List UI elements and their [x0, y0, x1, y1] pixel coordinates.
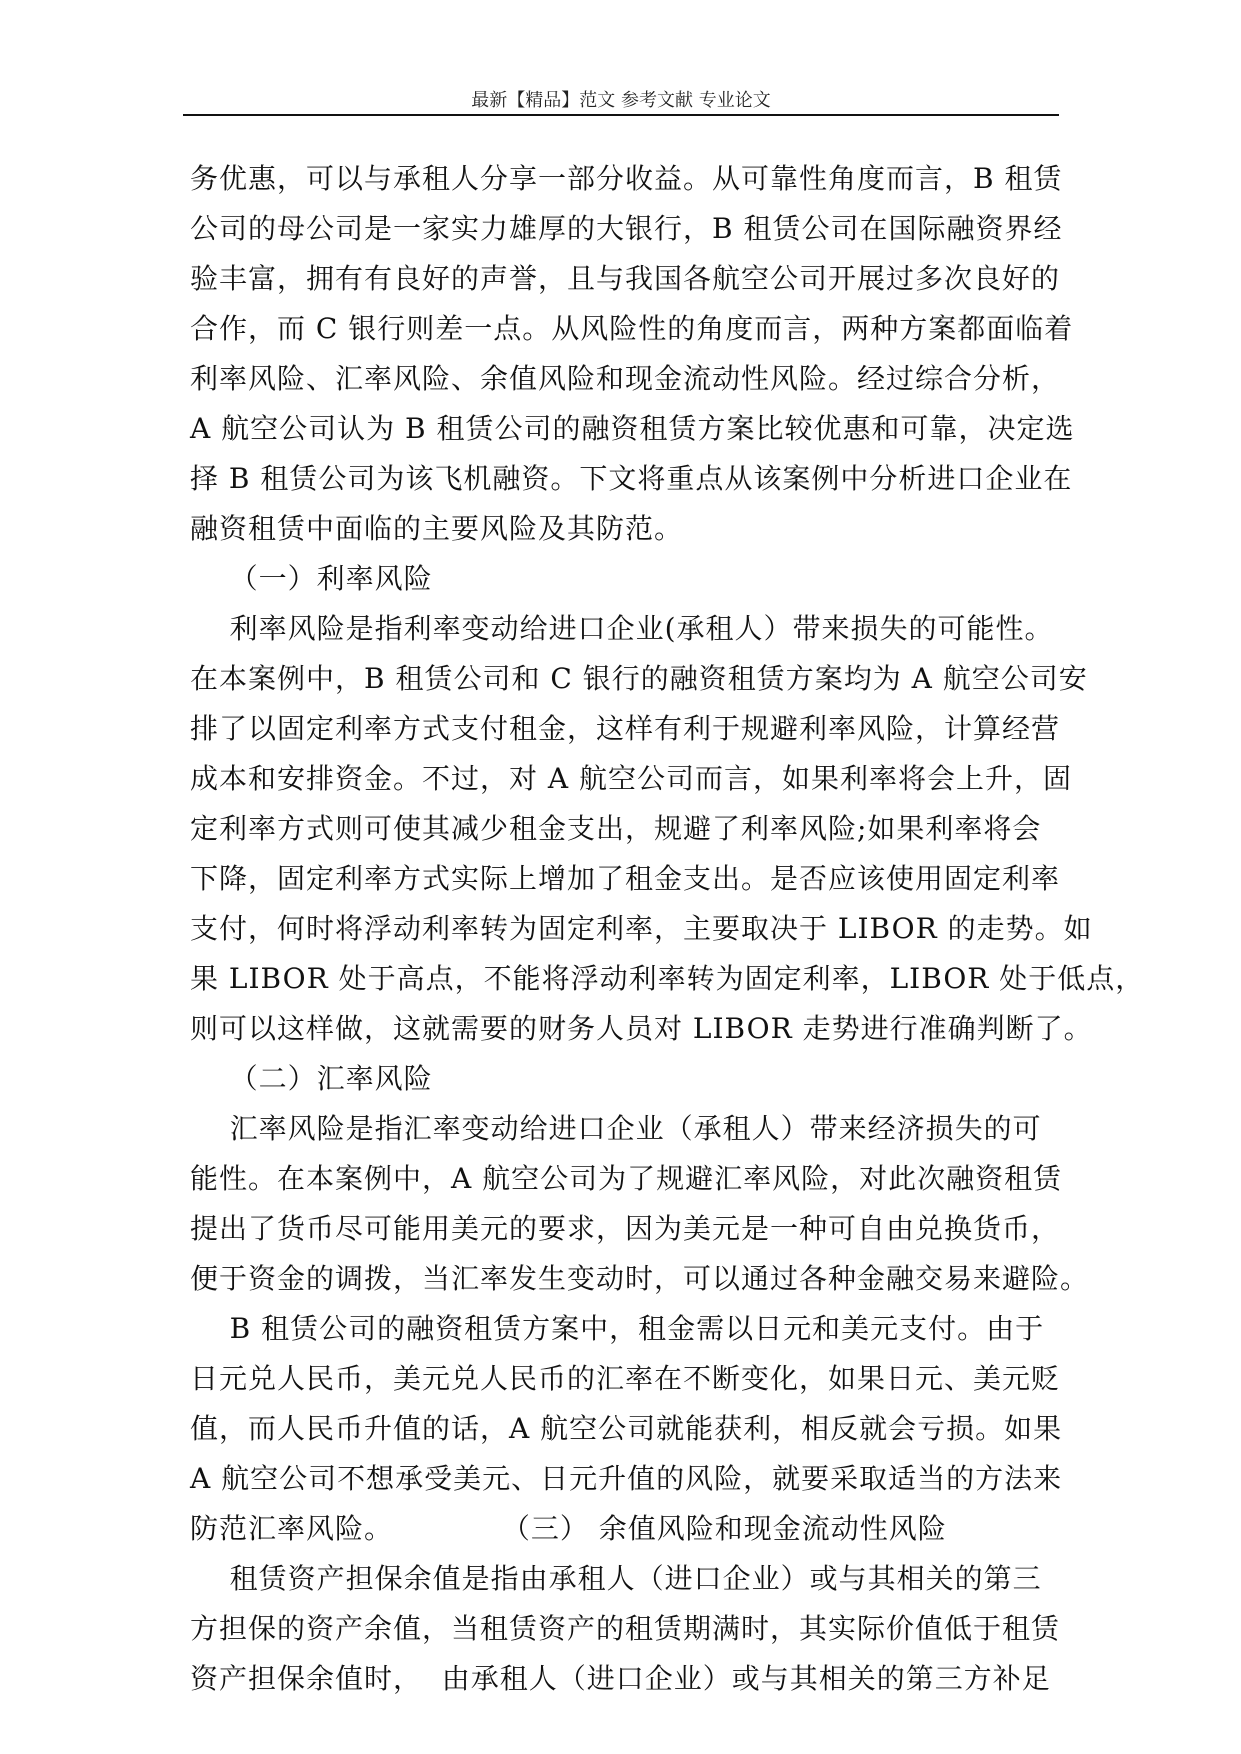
text-line: 成本和安排资金。不过，对 A 航空公司而言，如果利率将会上升，固 [190, 762, 1073, 795]
text-line: 防范汇率风险。 （三） 余值风险和现金流动性风险 [190, 1512, 947, 1545]
text-line: 租赁资产担保余值是指由承租人（进口企业）或与其相关的第三 [190, 1562, 1042, 1595]
text-line: 择 B 租赁公司为该飞机融资。下文将重点从该案例中分析进口企业在 [190, 462, 1073, 495]
section-heading: （二）汇率风险 [190, 1062, 433, 1095]
text-line: 排了以固定利率方式支付租金，这样有利于规避利率风险，计算经营 [190, 712, 1061, 745]
text-line: 日元兑人民币，美元兑人民币的汇率在不断变化，如果日元、美元贬 [190, 1362, 1061, 1395]
text-line: 在本案例中，B 租赁公司和 C 银行的融资租赁方案均为 A 航空公司安 [190, 662, 1088, 695]
text-line: 验丰富，拥有有良好的声誉，且与我国各航空公司开展过多次良好的 [190, 262, 1061, 295]
text-line: 方担保的资产余值，当租赁资产的租赁期满时，其实际价值低于租赁 [190, 1612, 1061, 1645]
page-header: 最新【精品】范文 参考文献 专业论文 [471, 90, 771, 111]
text-line: 融资租赁中面临的主要风险及其防范。 [190, 512, 684, 545]
text-line: 便于资金的调拨，当汇率发生变动时，可以通过各种金融交易来避险。 [190, 1262, 1090, 1295]
text-line: 下降，固定利率方式实际上增加了租金支出。是否应该使用固定利率 [190, 862, 1061, 895]
text-line: A 航空公司认为 B 租赁公司的融资租赁方案比较优惠和可靠，决定选 [190, 412, 1075, 445]
text-line: 能性。在本案例中，A 航空公司为了规避汇率风险，对此次融资租赁 [190, 1162, 1063, 1195]
text-line: 务优惠，可以与承租人分享一部分收益。从可靠性角度而言，B 租赁 [190, 162, 1063, 195]
text-line: 利率风险、汇率风险、余值风险和现金流动性风险。经过综合分析， [190, 362, 1061, 395]
text-line: 利率风险是指利率变动给进口企业(承租人）带来损失的可能性。 [190, 612, 1054, 645]
text-line: 资产担保余值时， 由承租人（进口企业）或与其相关的第三方补足 [190, 1662, 1051, 1695]
text-line: 果 LIBOR 处于高点，不能将浮动利率转为固定利率，LIBOR 处于低点， [190, 962, 1145, 995]
text-line: 值，而人民币升值的话，A 航空公司就能获利，相反就会亏损。如果 [190, 1412, 1063, 1445]
section-heading: （一）利率风险 [190, 562, 433, 595]
body-text [190, 154, 1145, 1704]
text-line: 则可以这样做，这就需要的财务人员对 LIBOR 走势进行准确判断了。 [190, 1012, 1093, 1045]
text-line: B 租赁公司的融资租赁方案中，租金需以日元和美元支付。由于 [190, 1312, 1045, 1345]
text-line: 提出了货币尽可能用美元的要求，因为美元是一种可自由兑换货币， [190, 1212, 1061, 1245]
text-line: 定利率方式则可使其减少租金支出，规避了利率风险;如果利率将会 [190, 812, 1042, 845]
header-divider [183, 114, 1059, 116]
text-line: 支付，何时将浮动利率转为固定利率，主要取决于 LIBOR 的走势。如 [190, 912, 1093, 945]
text-line: 合作，而 C 银行则差一点。从风险性的角度而言，两种方案都面临着 [190, 312, 1074, 345]
text-line: 公司的母公司是一家实力雄厚的大银行，B 租赁公司在国际融资界经 [190, 212, 1063, 245]
text-line: 汇率风险是指汇率变动给进口企业（承租人）带来经济损失的可 [190, 1112, 1042, 1145]
text-line: A 航空公司不想承受美元、日元升值的风险，就要采取适当的方法来 [190, 1462, 1063, 1495]
